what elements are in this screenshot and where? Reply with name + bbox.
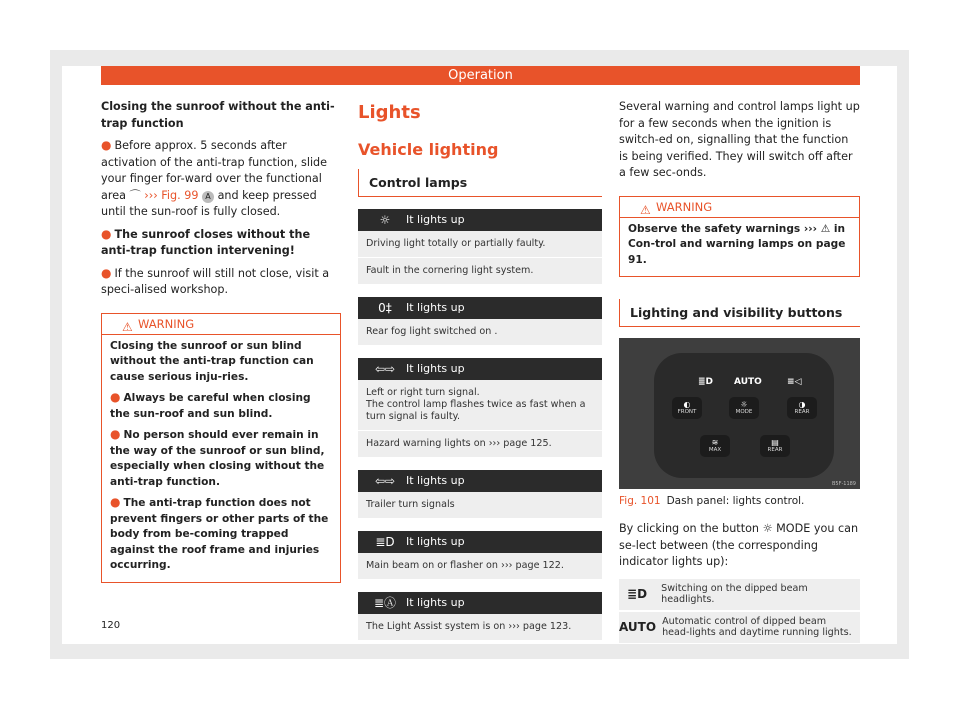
rear-fog-button[interactable] [787, 397, 817, 419]
bullet-text-tail: and keep pressed until the sun-roof is fully closed. [101, 188, 317, 218]
rear-window-defrost-icon: ▤ [771, 438, 779, 447]
dipped-beam-icon: ≣D [627, 587, 648, 601]
lamp-header-text: It lights up [406, 213, 465, 226]
front-fog-icon: ◐ [683, 400, 691, 409]
chapter-title: Lights [358, 102, 421, 123]
lamp-header [358, 592, 602, 614]
column-left [101, 99, 341, 583]
lamp-header-text: It lights up [406, 362, 465, 375]
lamp-block [358, 592, 602, 641]
bullet-text: Before approx. 5 seconds after activation of the anti-trap function, slide your finger for-ward over the functional area [101, 139, 328, 202]
windshield-defrost-icon: ≋ [711, 438, 719, 447]
lamp-header [358, 470, 602, 492]
figure-letter-badge: A [202, 191, 214, 203]
lamp-header-text: It lights up [406, 301, 465, 314]
warning-triangle-icon: ⚠ [640, 202, 651, 217]
lamp-row: Hazard warning lights on ››› page 125. [358, 431, 602, 458]
light-control-panel [654, 353, 834, 478]
warning-box [619, 196, 860, 278]
bullet-text: If the sunroof will still not close, visit a speci-alised workshop. [101, 266, 330, 296]
dipped-beam-icon: ≣D [698, 377, 714, 387]
bullet-icon: ● [101, 226, 112, 241]
rear-fog-indicator-icon: ≡◁ [787, 377, 802, 387]
warning-item [110, 390, 332, 422]
mode-description: Switching on the dipped beam headlights. [661, 582, 808, 605]
lamp-header [358, 209, 602, 231]
lamp-row: The Light Assist system is on ››› page 123. [358, 614, 602, 641]
main-beam-icon: ≣D [375, 535, 395, 549]
lamp-block [358, 531, 602, 580]
page-number: 120 [101, 620, 121, 631]
rear-fog-light-icon: 0‡ [378, 301, 392, 315]
button-label: FRONT [677, 409, 697, 415]
bullet-item [101, 265, 341, 299]
mode-button[interactable] [729, 397, 759, 419]
lamp-row: Main beam on or flasher on ››› page 122. [358, 553, 602, 580]
turn-signal-icon: ⇦⇨ [374, 362, 396, 376]
figure-reference-link[interactable]: Fig. 99 [161, 188, 199, 202]
warning-header [620, 197, 859, 218]
intro-paragraph: Several warning and control lamps light up for a few seconds when the ignition is switch-ed on, signalling that the function is being verified. They will switch off after a few sec-onds. [619, 100, 860, 179]
figure-caption [619, 495, 860, 507]
mode-intro-paragraph: By clicking on the button ☼ MODE you can se-lect between (the corresponding indicator lights up): [619, 522, 859, 568]
lamp-header [358, 358, 602, 380]
light-assist-icon: ≣Ⓐ [373, 596, 397, 610]
warning-body: Observe the safety warnings ››› ⚠ in Con-trol and warning lamps on page 91. [628, 222, 846, 266]
mode-row [619, 579, 860, 610]
lamp-block [358, 358, 602, 458]
max-defrost-button[interactable] [700, 435, 730, 457]
bullet-text: The sunroof closes without the anti-trap function intervening! [101, 227, 311, 257]
lamp-row: Left or right turn signal. The control lamp flashes twice as fast when a turn signal is faulty. [358, 380, 602, 431]
column-right [619, 99, 860, 645]
bullet-icon: ● [110, 495, 121, 509]
section-header: Operation [101, 66, 860, 85]
section-title: Vehicle lighting [358, 140, 499, 159]
lamp-row: Driving light totally or partially faulty. [358, 231, 602, 258]
warning-intro: Closing the sunroof or sun blind without the anti-trap function can cause serious inju-ries. [110, 339, 314, 383]
warning-item [110, 495, 332, 574]
lamp-block [358, 470, 602, 519]
button-label: REAR [767, 447, 783, 453]
subsection-title: Lighting and visibility buttons [619, 299, 860, 327]
lamp-header [358, 297, 602, 319]
mode-description: Automatic control of dipped beam head-lights and daytime running lights. [662, 615, 852, 638]
warning-item-text: No person should ever remain in the way of the sunroof or sun blind, especially when closing without the anti-trap function. [110, 429, 325, 488]
lamp-row: Rear fog light switched on . [358, 319, 602, 346]
subsection-title: Control lamps [358, 169, 602, 197]
button-label: MAX [708, 447, 722, 453]
mode-table [619, 579, 860, 643]
lamp-header-text: It lights up [406, 596, 465, 609]
lamp-header [358, 531, 602, 553]
lamp-block [358, 297, 602, 346]
lamp-block [358, 209, 602, 285]
rear-fog-icon: ◑ [798, 400, 806, 409]
warning-triangle-icon: ⚠ [122, 319, 133, 334]
lamp-header-text: It lights up [406, 535, 465, 548]
warning-header [102, 314, 340, 335]
figure-number: Fig. 101 [619, 495, 661, 507]
warning-item [110, 427, 332, 490]
lamp-row: Trailer turn signals [358, 492, 602, 519]
warning-item-text: Always be careful when closing the sun-roof and sun blind. [110, 392, 311, 420]
bullet-icon: ● [101, 265, 112, 280]
button-label: REAR [794, 409, 810, 415]
auto-label: AUTO [734, 377, 762, 387]
warning-label: WARNING [656, 199, 713, 214]
bullet-icon: ● [101, 138, 112, 152]
bullet-item [101, 226, 341, 260]
auto-icon: AUTO [619, 620, 657, 634]
warning-item-text: The anti-trap function does not prevent fingers or other parts of the body from be-coming trapped against the roof frame and injuries occurring. [110, 497, 329, 571]
cross-ref-arrows: ››› [144, 188, 158, 202]
column-middle [358, 101, 602, 641]
bullet-icon: ● [110, 427, 121, 441]
trailer-turn-signal-icon: ⇦⇨ [374, 474, 396, 488]
lamp-row: Fault in the cornering light system. [358, 258, 602, 285]
figure-caption-text: Dash panel: lights control. [666, 495, 805, 507]
figure-dash-panel [619, 338, 860, 489]
figure-code: B5F-1189 [831, 481, 856, 487]
bullet-item [101, 137, 341, 221]
warning-box [101, 313, 341, 583]
subsection-title: Closing the sunroof without the anti-trap function [101, 100, 335, 130]
bullet-icon: ● [110, 390, 121, 404]
rear-defrost-button[interactable] [760, 435, 790, 457]
button-label: MODE [735, 409, 753, 415]
sun-icon: ☼ [740, 400, 748, 409]
light-fault-icon: ☼ [379, 213, 391, 227]
lamp-header-text: It lights up [406, 474, 465, 487]
warning-label: WARNING [138, 316, 195, 331]
front-fog-button[interactable] [672, 397, 702, 419]
swipe-icon: ⌒ [129, 188, 141, 202]
mode-row [619, 612, 860, 643]
warning-body [102, 335, 340, 582]
